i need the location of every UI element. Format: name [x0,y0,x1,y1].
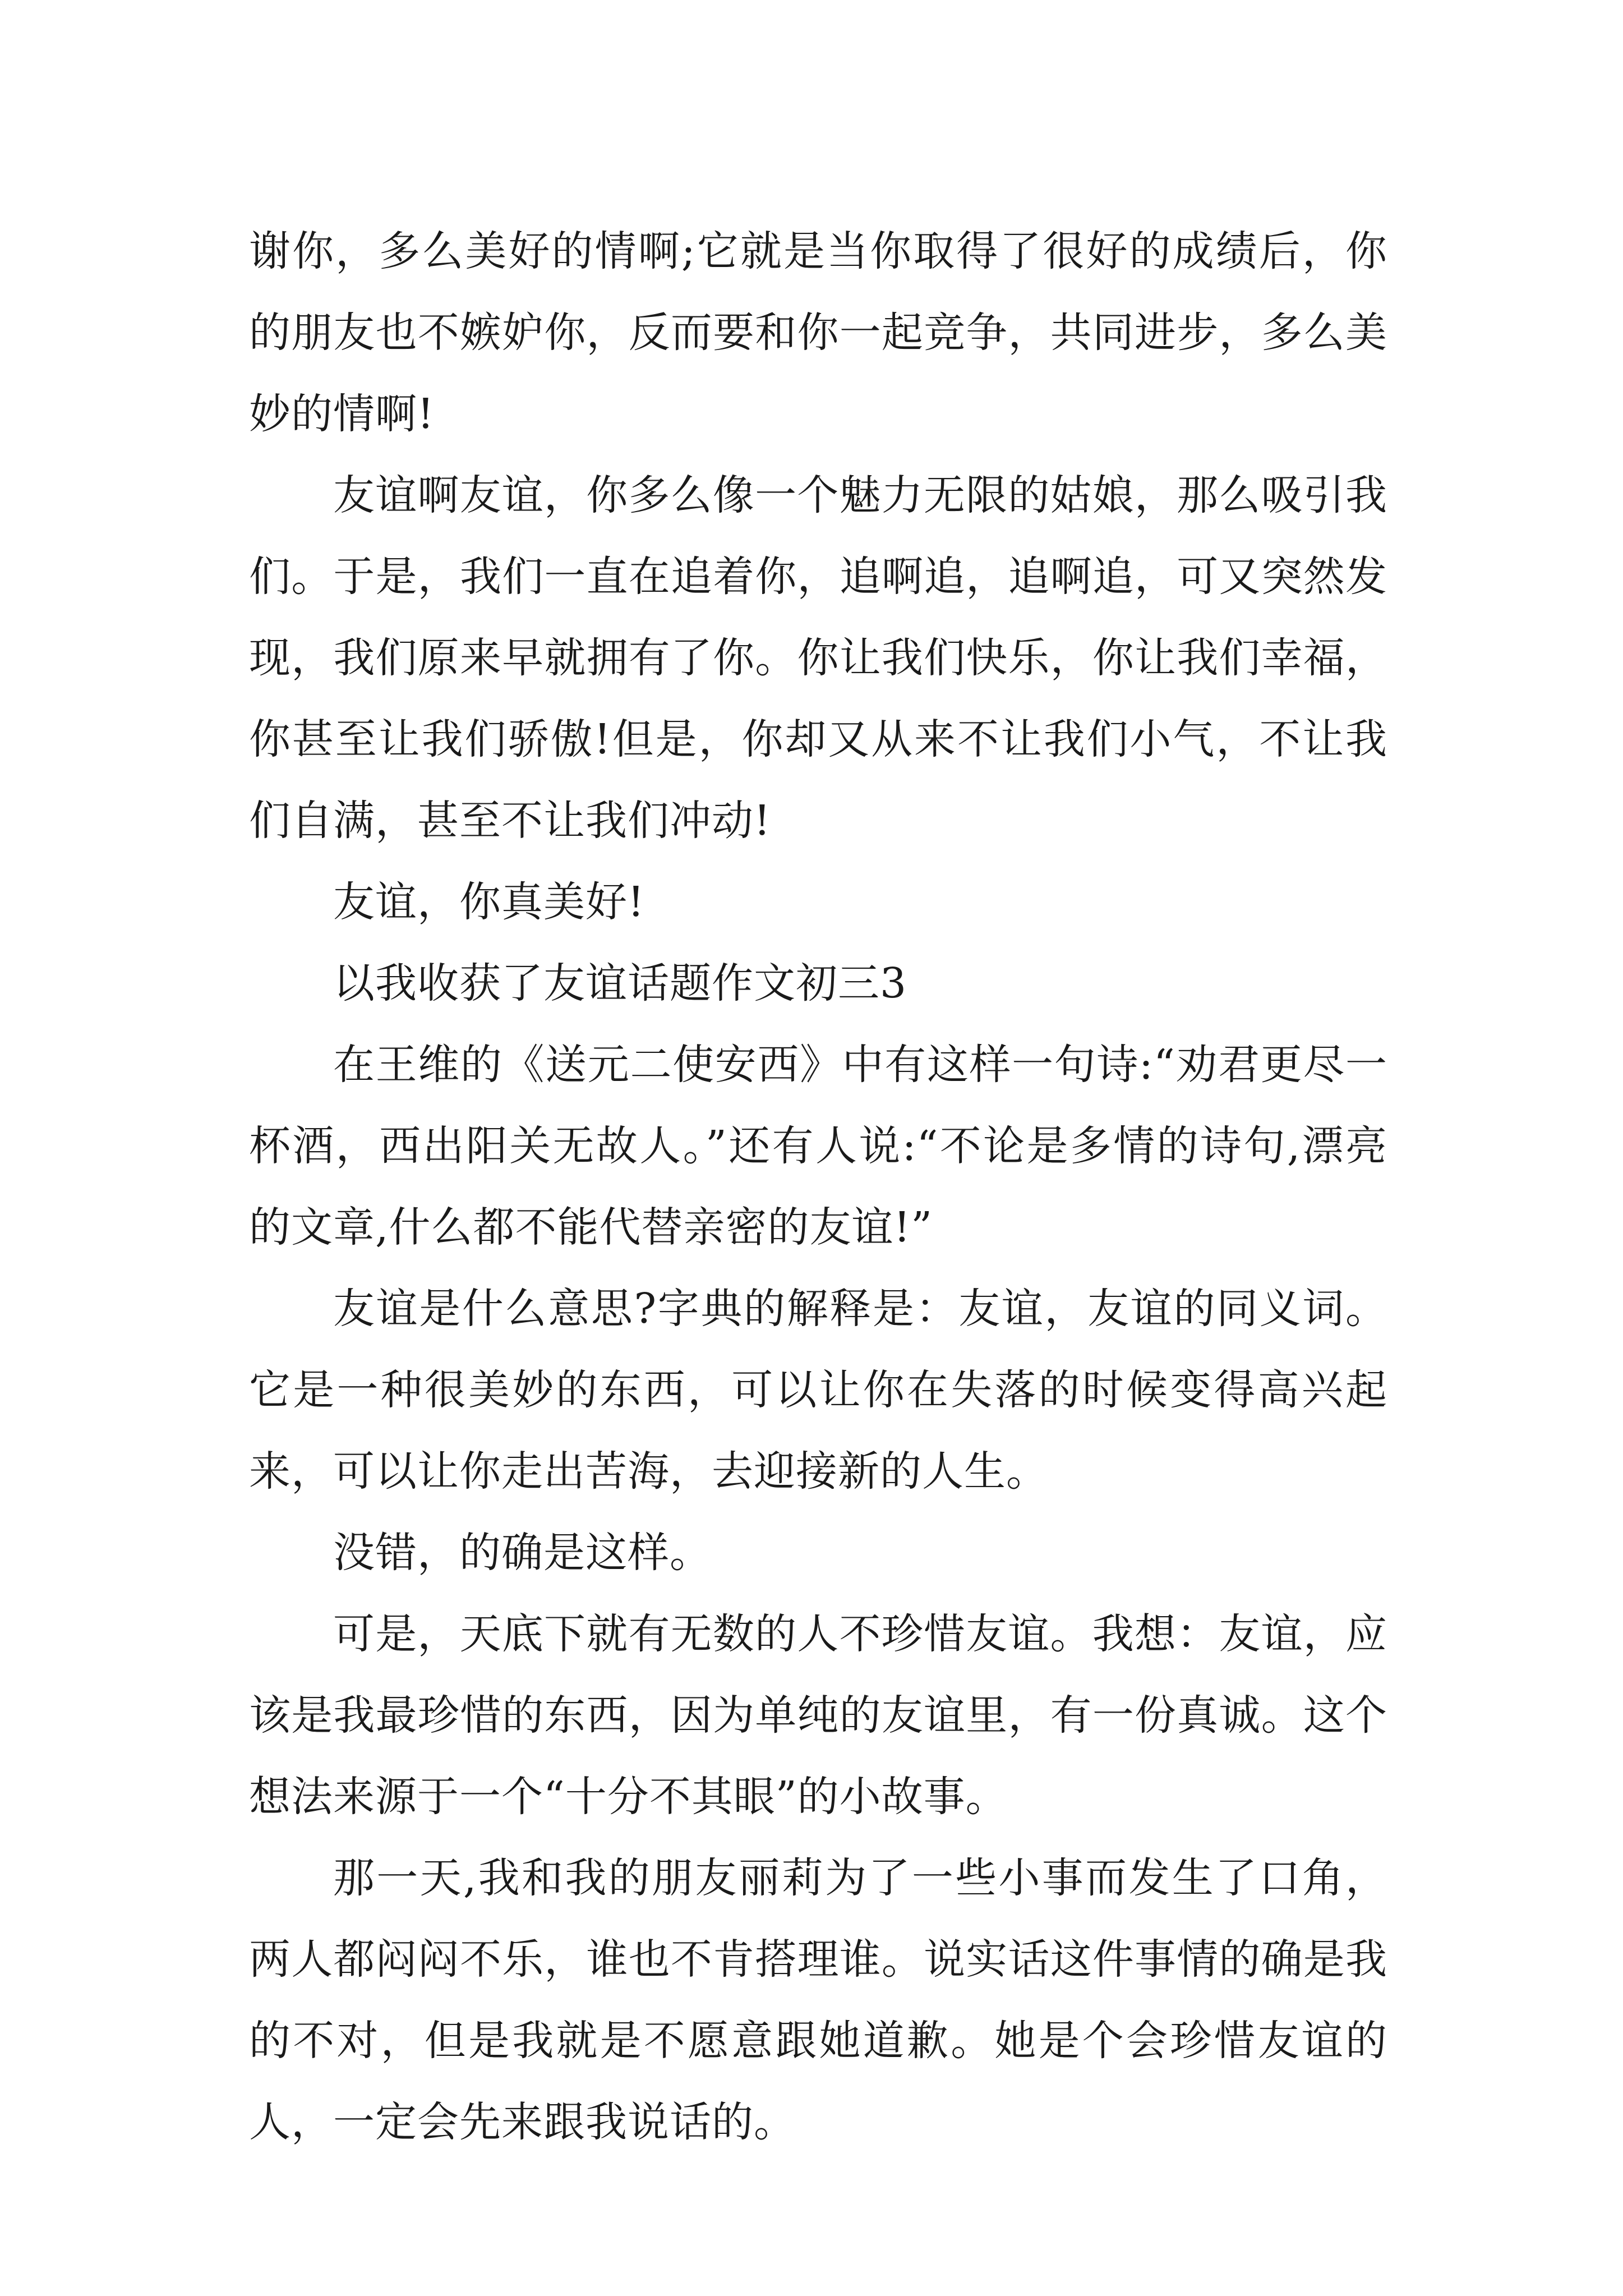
essay-heading-3: 以我收获了友谊话题作文初三3 [333,959,907,1007]
paragraph-continuation: 谢你，多么美好的情啊;它就是当你取得了很好的成绩后，你的朋友也不嫉妒你，反而要和你一起竞争，共同进步，多么美妙的情啊! [249,227,1387,438]
paragraph-cherish-friendship: 可是，天底下就有无数的人不珍惜友谊。我想：友谊，应该是我最珍惜的东西，因为单纯的友谊里，有一份真诚。这个想法来源于一个“十分不其眼”的小故事。 [249,1610,1387,1821]
document-body [249,211,1387,2163]
paragraph-friendship-charm: 友谊啊友谊，你多么像一个魅力无限的姑娘，那么吸引我们。于是，我们一直在追着你，追啊追，追啊追，可又突然发现，我们原来早就拥有了你。你让我们快乐，你让我们幸福，你甚至让我们骄傲!但是，你却又从来不让我们小气，不让我们自满，甚至不让我们冲动! [249,471,1387,845]
paragraph-agree: 没错，的确是这样。 [333,1529,712,1577]
paragraph-dictionary-definition: 友谊是什么意思?字典的解释是：友谊，友谊的同义词。它是一种很美妙的东西，可以让你在失落的时候变得高兴起来，可以让你走出苦海，去迎接新的人生。 [249,1285,1387,1496]
paragraph-wangwei-poem: 在王维的《送元二使安西》中有这样一句诗:“劝君更尽一杯酒，西出阳关无故人。”还有人说:“不论是多情的诗句,漂亮的文章,什么都不能代替亲密的友谊!” [249,1041,1387,1251]
paragraph-friendship-beautiful: 友谊，你真美好! [333,878,645,926]
paragraph-story-lily: 那一天,我和我的朋友丽莉为了一些小事而发生了口角，两人都闷闷不乐，谁也不肯搭理谁。说实话这件事情的确是我的不对，但是我就是不愿意跟她道歉。她是个会珍惜友谊的人，一定会先来跟我说话的。 [249,1854,1387,2146]
